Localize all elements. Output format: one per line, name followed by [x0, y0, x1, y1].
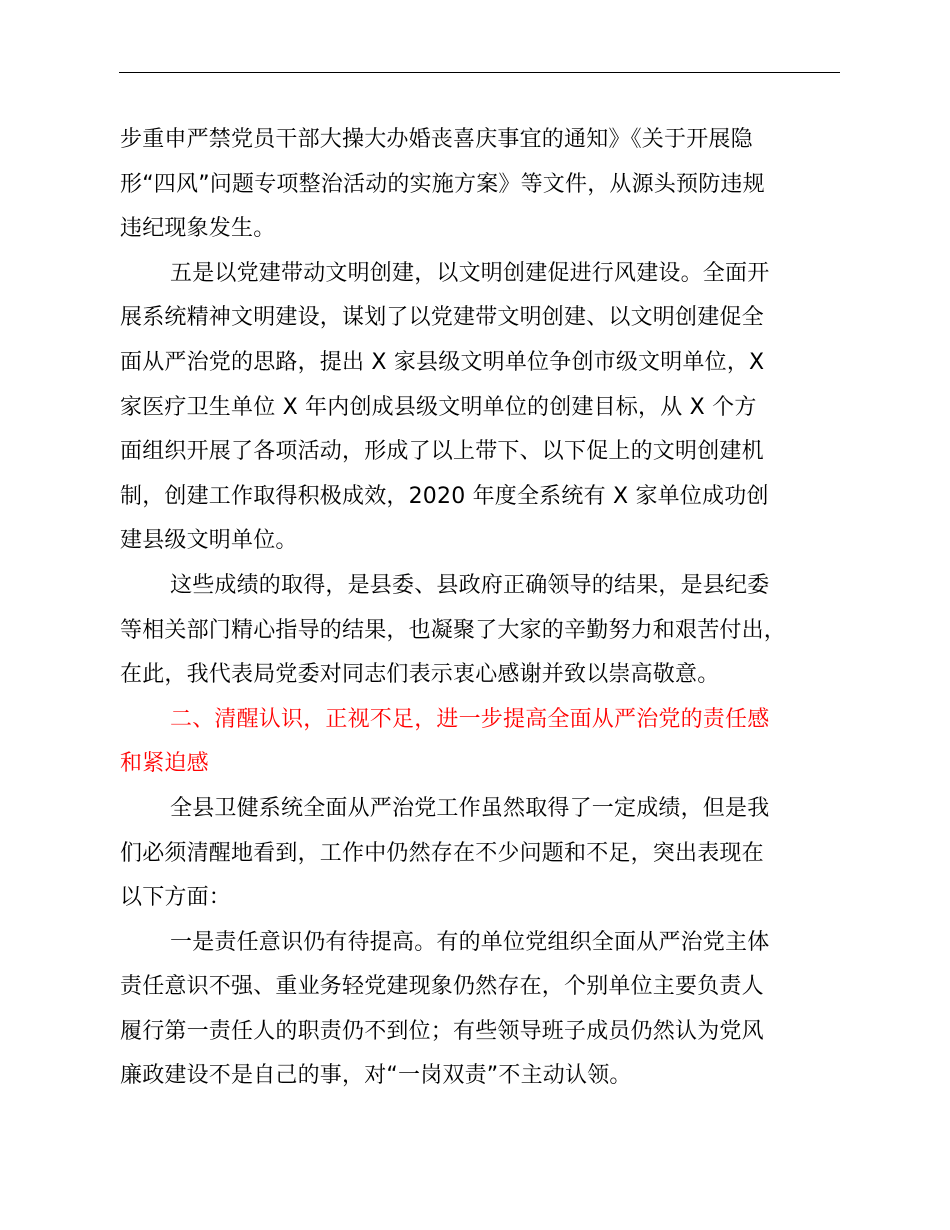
paragraph: [120, 921, 842, 1099]
header-rule: [119, 72, 840, 73]
text-line: 以下方面：: [120, 885, 232, 911]
text-line: 履行第一责任人的职责仍不到位；有些领导班子成员仍然认为党风: [120, 1018, 764, 1044]
text-line: 责任意识不强、重业务轻党建现象仍然存在，个别单位主要负责人: [120, 974, 764, 1000]
document-body: [120, 118, 842, 1099]
text-line: 这些成绩的取得，是县委、县政府正确领导的结果，是县纪委: [170, 572, 770, 598]
text-line: 面从严治党的思路，提出 X 家县级文明单位争创市级文明单位，X: [120, 349, 765, 375]
paragraph: [120, 564, 842, 698]
text-line: 一是责任意识仍有待提高。有的单位党组织全面从严治党主体: [170, 929, 770, 955]
text-line: 五是以党建带动文明创建，以文明创建促进行风建设。全面开: [170, 260, 770, 286]
paragraph-continued: [120, 118, 842, 252]
text-line: 建县级文明单位。: [120, 528, 298, 554]
heading-line: 二、清醒认识，正视不足，进一步提高全面从严治党的责任感: [170, 706, 770, 732]
text-line: 面组织开展了各项活动，形成了以上带下、以下促上的文明创建机: [120, 439, 764, 465]
text-line: 家医疗卫生单位 X 年内创成县级文明单位的创建目标，从 X 个方: [120, 394, 757, 420]
paragraph: [120, 787, 842, 921]
heading-line: 和紧迫感: [120, 751, 209, 777]
text-line: 形“四风”问题专项整治活动的实施方案》等文件，从源头预防违规: [120, 171, 765, 197]
text-line: 步重申严禁党员干部大操大办婚丧喜庆事宜的通知》《关于开展隐: [120, 127, 753, 152]
paragraph: [120, 252, 842, 564]
text-line: 违纪现象发生。: [120, 216, 276, 242]
text-line: 制，创建工作取得积极成效，2020 年度全系统有 X 家单位成功创: [120, 483, 769, 509]
text-line: 等相关部门精心指导的结果，也凝聚了大家的辛勤努力和艰苦付出，: [120, 617, 787, 643]
section-heading: [120, 698, 842, 787]
text-line: 全县卫健系统全面从严治党工作虽然取得了一定成绩，但是我: [170, 795, 770, 821]
text-line: 在此，我代表局党委对同志们表示衷心感谢并致以崇高敬意。: [120, 662, 720, 688]
text-line: 们必须清醒地看到，工作中仍然存在不少问题和不足，突出表现在: [120, 840, 764, 866]
text-line: 展系统精神文明建设，谋划了以党建带文明创建、以文明创建促全: [120, 305, 764, 331]
text-line: 廉政建设不是自己的事，对“一岗双责”不主动认领。: [120, 1063, 632, 1089]
